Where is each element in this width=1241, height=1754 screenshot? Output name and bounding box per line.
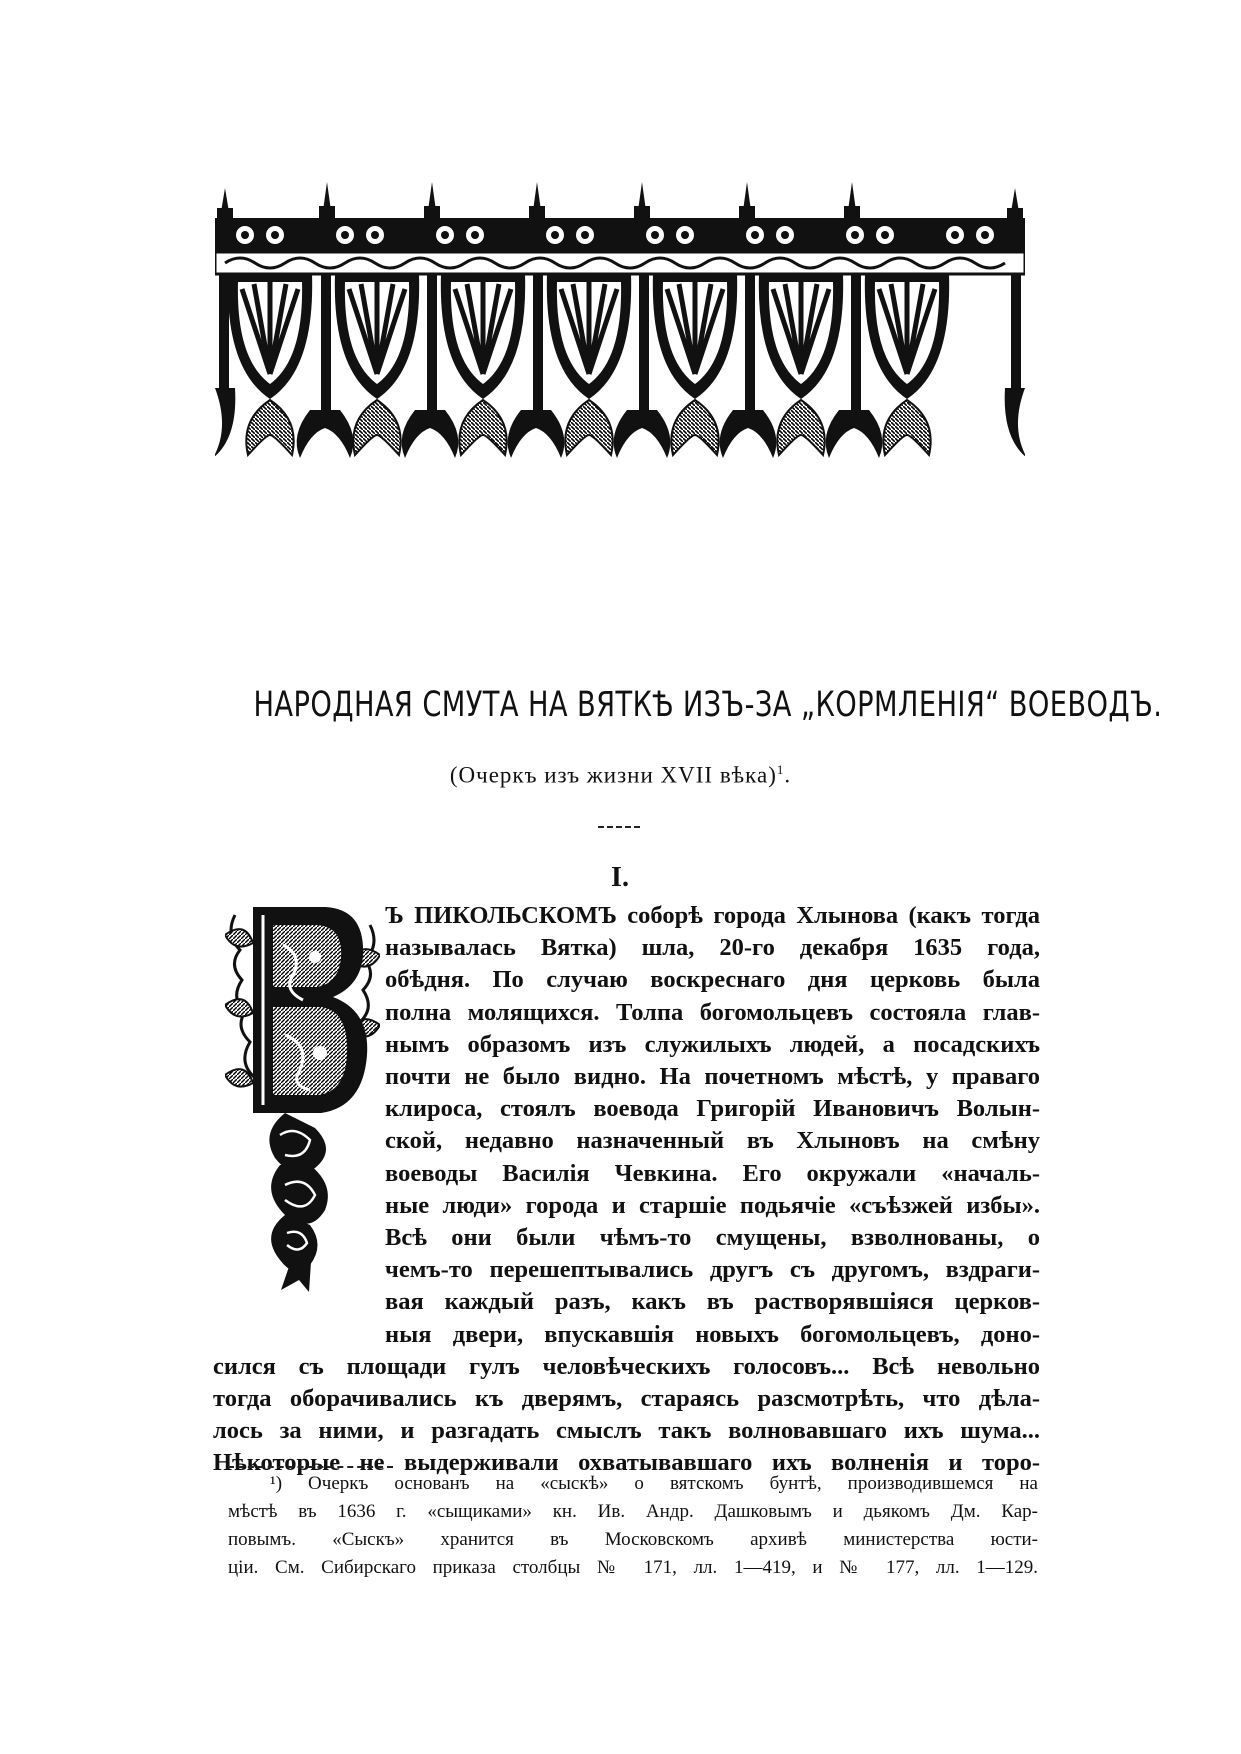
body-line: ныя двери, впускавшія новыхъ богомольцевъ, доно- — [385, 1320, 1040, 1348]
body-line: лось за ними, и разгадать смыслъ такъ волновавшаго ихъ шума... — [213, 1417, 1040, 1445]
body-line: чемъ-то перешептывались другъ съ другомъ, вздраги- — [385, 1256, 1040, 1284]
body-line: сился съ площади гулъ человѣческихъ голосовъ... Всѣ невольно — [213, 1352, 1040, 1380]
footnote-line: ціи. См. Сибирскаго приказа столбцы № 171, лл. 1—419, и № 177, лл. 1—129. — [228, 1557, 1038, 1578]
body-line: клироса, стоялъ воевода Григорій Ивановичъ Волын- — [385, 1095, 1040, 1123]
footnote-ref: 1 — [776, 762, 785, 777]
article-title: НАРОДНАЯ СМУТА НА ВЯТКѢ ИЗЪ-ЗА „КОРМЛЕНІЯ“ ВОЕВОДЪ. — [253, 685, 1163, 725]
body-line: ской, недавно назначенный въ Хлыновъ на смѣну — [385, 1127, 1040, 1155]
ornamental-initial-icon — [225, 895, 380, 1295]
footnote-line: ¹) Очеркъ основанъ на «сыскѣ» о вятскомъ бунтѣ, производившемся на — [270, 1473, 1038, 1494]
body-line: полна молящихся. Толпа богомольцевъ состояла глав- — [385, 998, 1040, 1026]
footnote-line: мѣстѣ въ 1636 г. «сыщиками» кн. Ив. Андр. Дашковымъ и дьякомъ Дм. Кар- — [228, 1501, 1038, 1522]
body-line: называлась Вятка) шла, 20-го декабря 1635 года, — [385, 934, 1040, 962]
title-divider — [598, 826, 640, 828]
article-subtitle — [150, 762, 1091, 789]
section-number: I. — [611, 862, 629, 893]
body-line: ные люди» города и старшіе подьячіе «съѣзжей избы». — [385, 1191, 1040, 1219]
subtitle-period: . — [784, 762, 792, 788]
body-line: Ъ ПИКОЛЬСКОМЪ соборѣ города Хлынова (какъ тогда — [385, 902, 1040, 929]
body-line: почти не было видно. На почетномъ мѣстѣ, у праваго — [385, 1063, 1040, 1090]
body-line: нымъ образомъ изъ служилыхъ людей, а посадскихъ — [385, 1030, 1040, 1058]
body-line: Всѣ они были чѣмъ-то смущены, взволнованы, о — [385, 1224, 1040, 1251]
subtitle-text: (Очеркъ изъ жизни XVII вѣка) — [449, 762, 777, 788]
body-line: воеводы Василія Чевкина. Его окружали «началь- — [385, 1159, 1040, 1187]
body-line: обѣдня. По случаю воскреснаго дня церковь была — [385, 966, 1040, 994]
body-line: тогда оборачивались къ дверямъ, стараясь разсмотрѣть, что дѣла- — [213, 1385, 1040, 1412]
body-line: вая каждый разъ, какъ въ растворявшіяся церков- — [385, 1288, 1040, 1316]
footnote-line: повымъ. «Сыскъ» хранится въ Московскомъ архивѣ министерства юсти- — [228, 1529, 1038, 1550]
footnote-rule — [228, 1466, 393, 1468]
body-line: Нѣкоторые не выдерживали охватывавшаго ихъ волненія и торо- — [213, 1449, 1040, 1477]
ornamental-headpiece-icon — [215, 178, 1025, 460]
